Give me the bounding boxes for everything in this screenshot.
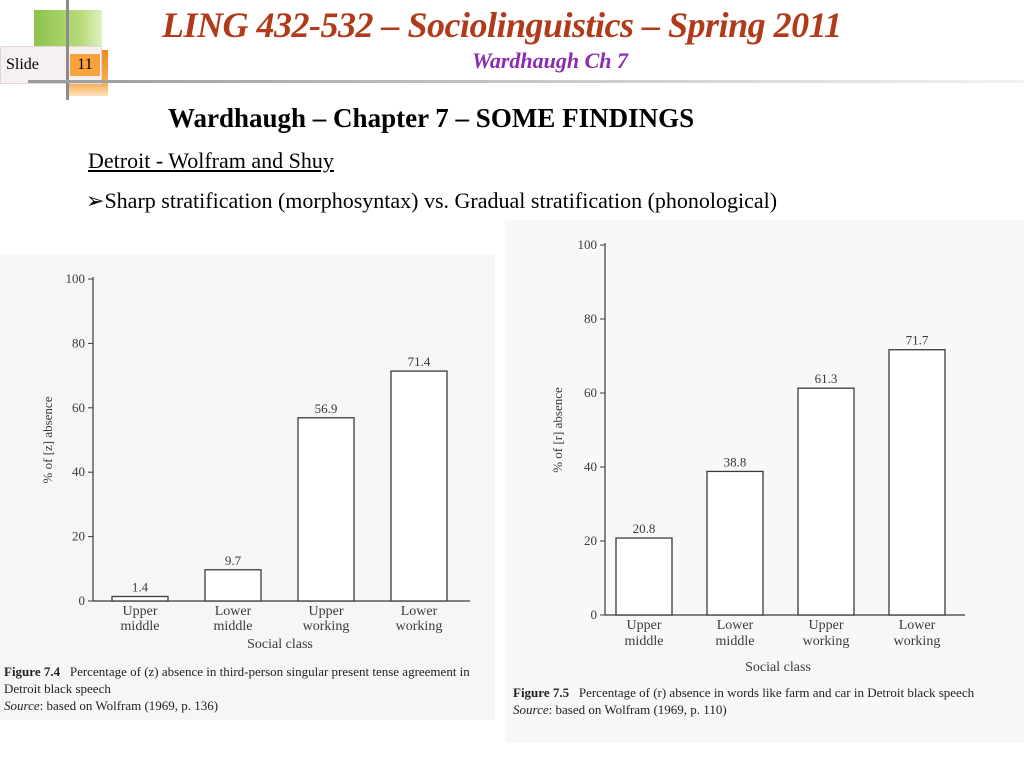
bullet-arrow-icon: ➢	[86, 188, 105, 213]
slide-label: Slide	[6, 56, 39, 73]
bar	[298, 418, 354, 601]
x-tick-label: Upper	[122, 604, 158, 619]
slide-number: 11	[70, 54, 100, 76]
bar-value-label: 71.4	[407, 354, 431, 370]
x-tick-label: Upper	[626, 618, 662, 633]
y-tick-label: 60	[72, 399, 85, 415]
x-tick-label: middle	[213, 619, 253, 634]
y-tick-label: 20	[584, 533, 597, 548]
y-tick-label: 0	[590, 607, 597, 622]
x-tick-label: working	[395, 619, 443, 634]
figure-7-4-caption	[4, 663, 492, 714]
source-text: : based on Wolfram (1969, p. 110)	[548, 702, 727, 717]
chart-r-absence	[505, 220, 1024, 680]
bar-value-label: 20.8	[632, 521, 656, 537]
bar	[798, 388, 854, 615]
source-label: Source	[513, 702, 549, 717]
y-tick-label: 80	[72, 335, 85, 351]
x-tick-label: middle	[715, 634, 755, 649]
header-horizontal-rule	[28, 80, 1024, 83]
figure-7-5-caption	[513, 684, 1013, 718]
x-tick-label: Lower	[716, 618, 754, 633]
y-tick-label: 80	[584, 311, 597, 326]
x-tick-label: working	[893, 634, 941, 649]
course-subtitle: Wardhaugh Ch 7	[471, 48, 629, 73]
bar-value-label: 61.3	[814, 371, 838, 387]
x-tick-label: middle	[120, 619, 160, 634]
bar	[391, 371, 447, 601]
x-tick-label: middle	[624, 634, 664, 649]
x-tick-label: working	[302, 619, 350, 634]
figure-7-4	[0, 255, 495, 720]
bar	[707, 471, 763, 615]
bar-value-label: 1.4	[131, 579, 149, 595]
y-tick-label: 0	[78, 593, 85, 608]
bar-value-label: 56.9	[314, 400, 338, 416]
course-title: LING 432-532 – Sociolinguistics – Spring 2011	[162, 5, 842, 45]
figure-7-5	[505, 220, 1024, 743]
caption-text: Percentage of (r) absence in words like farm and car in Detroit black speech	[578, 685, 975, 700]
slide-heading: Wardhaugh – Chapter 7 – SOME FINDINGS	[168, 103, 695, 133]
bar	[112, 596, 168, 601]
y-tick-label: 20	[72, 528, 85, 544]
x-tick-label: Lower	[898, 618, 936, 633]
bar-value-label: 38.8	[723, 454, 747, 470]
y-tick-label: 100	[65, 271, 85, 286]
caption-label: Figure 7.4	[4, 664, 61, 679]
y-tick-label: 60	[584, 385, 597, 400]
bar	[616, 538, 672, 615]
bar	[889, 350, 945, 615]
x-tick-label: Upper	[308, 604, 344, 619]
x-tick-label: working	[802, 634, 850, 649]
y-axis-label: % of [z] absence	[40, 396, 55, 484]
y-tick-label: 40	[584, 459, 597, 474]
subheading: Detroit - Wolfram and Shuy	[88, 148, 334, 173]
bullet-text: Sharp stratification (morphosyntax) vs. Gradual stratification (phonological)	[104, 188, 778, 213]
bar-value-label: 9.7	[224, 552, 242, 568]
header-vertical-rule	[66, 0, 69, 100]
source-text: : based on Wolfram (1969, p. 136)	[39, 698, 219, 713]
y-tick-label: 100	[577, 237, 597, 252]
caption-label: Figure 7.5	[513, 685, 570, 700]
bar-value-label: 71.7	[905, 332, 929, 348]
y-axis-label: % of [r] absence	[550, 387, 565, 473]
source-label: Source	[4, 698, 40, 713]
y-tick-label: 40	[72, 464, 85, 480]
x-tick-label: Upper	[808, 618, 844, 633]
x-axis-label: Social class	[745, 660, 811, 675]
chart-z-absence	[0, 255, 495, 655]
caption-text: Percentage of (z) absence in third-person singular present tense agreement in Detroit black speech	[4, 664, 470, 696]
x-tick-label: Lower	[214, 604, 252, 619]
bar	[205, 570, 261, 601]
bullet-point	[86, 188, 777, 214]
x-tick-label: Lower	[400, 604, 438, 619]
x-axis-label: Social class	[247, 637, 313, 652]
